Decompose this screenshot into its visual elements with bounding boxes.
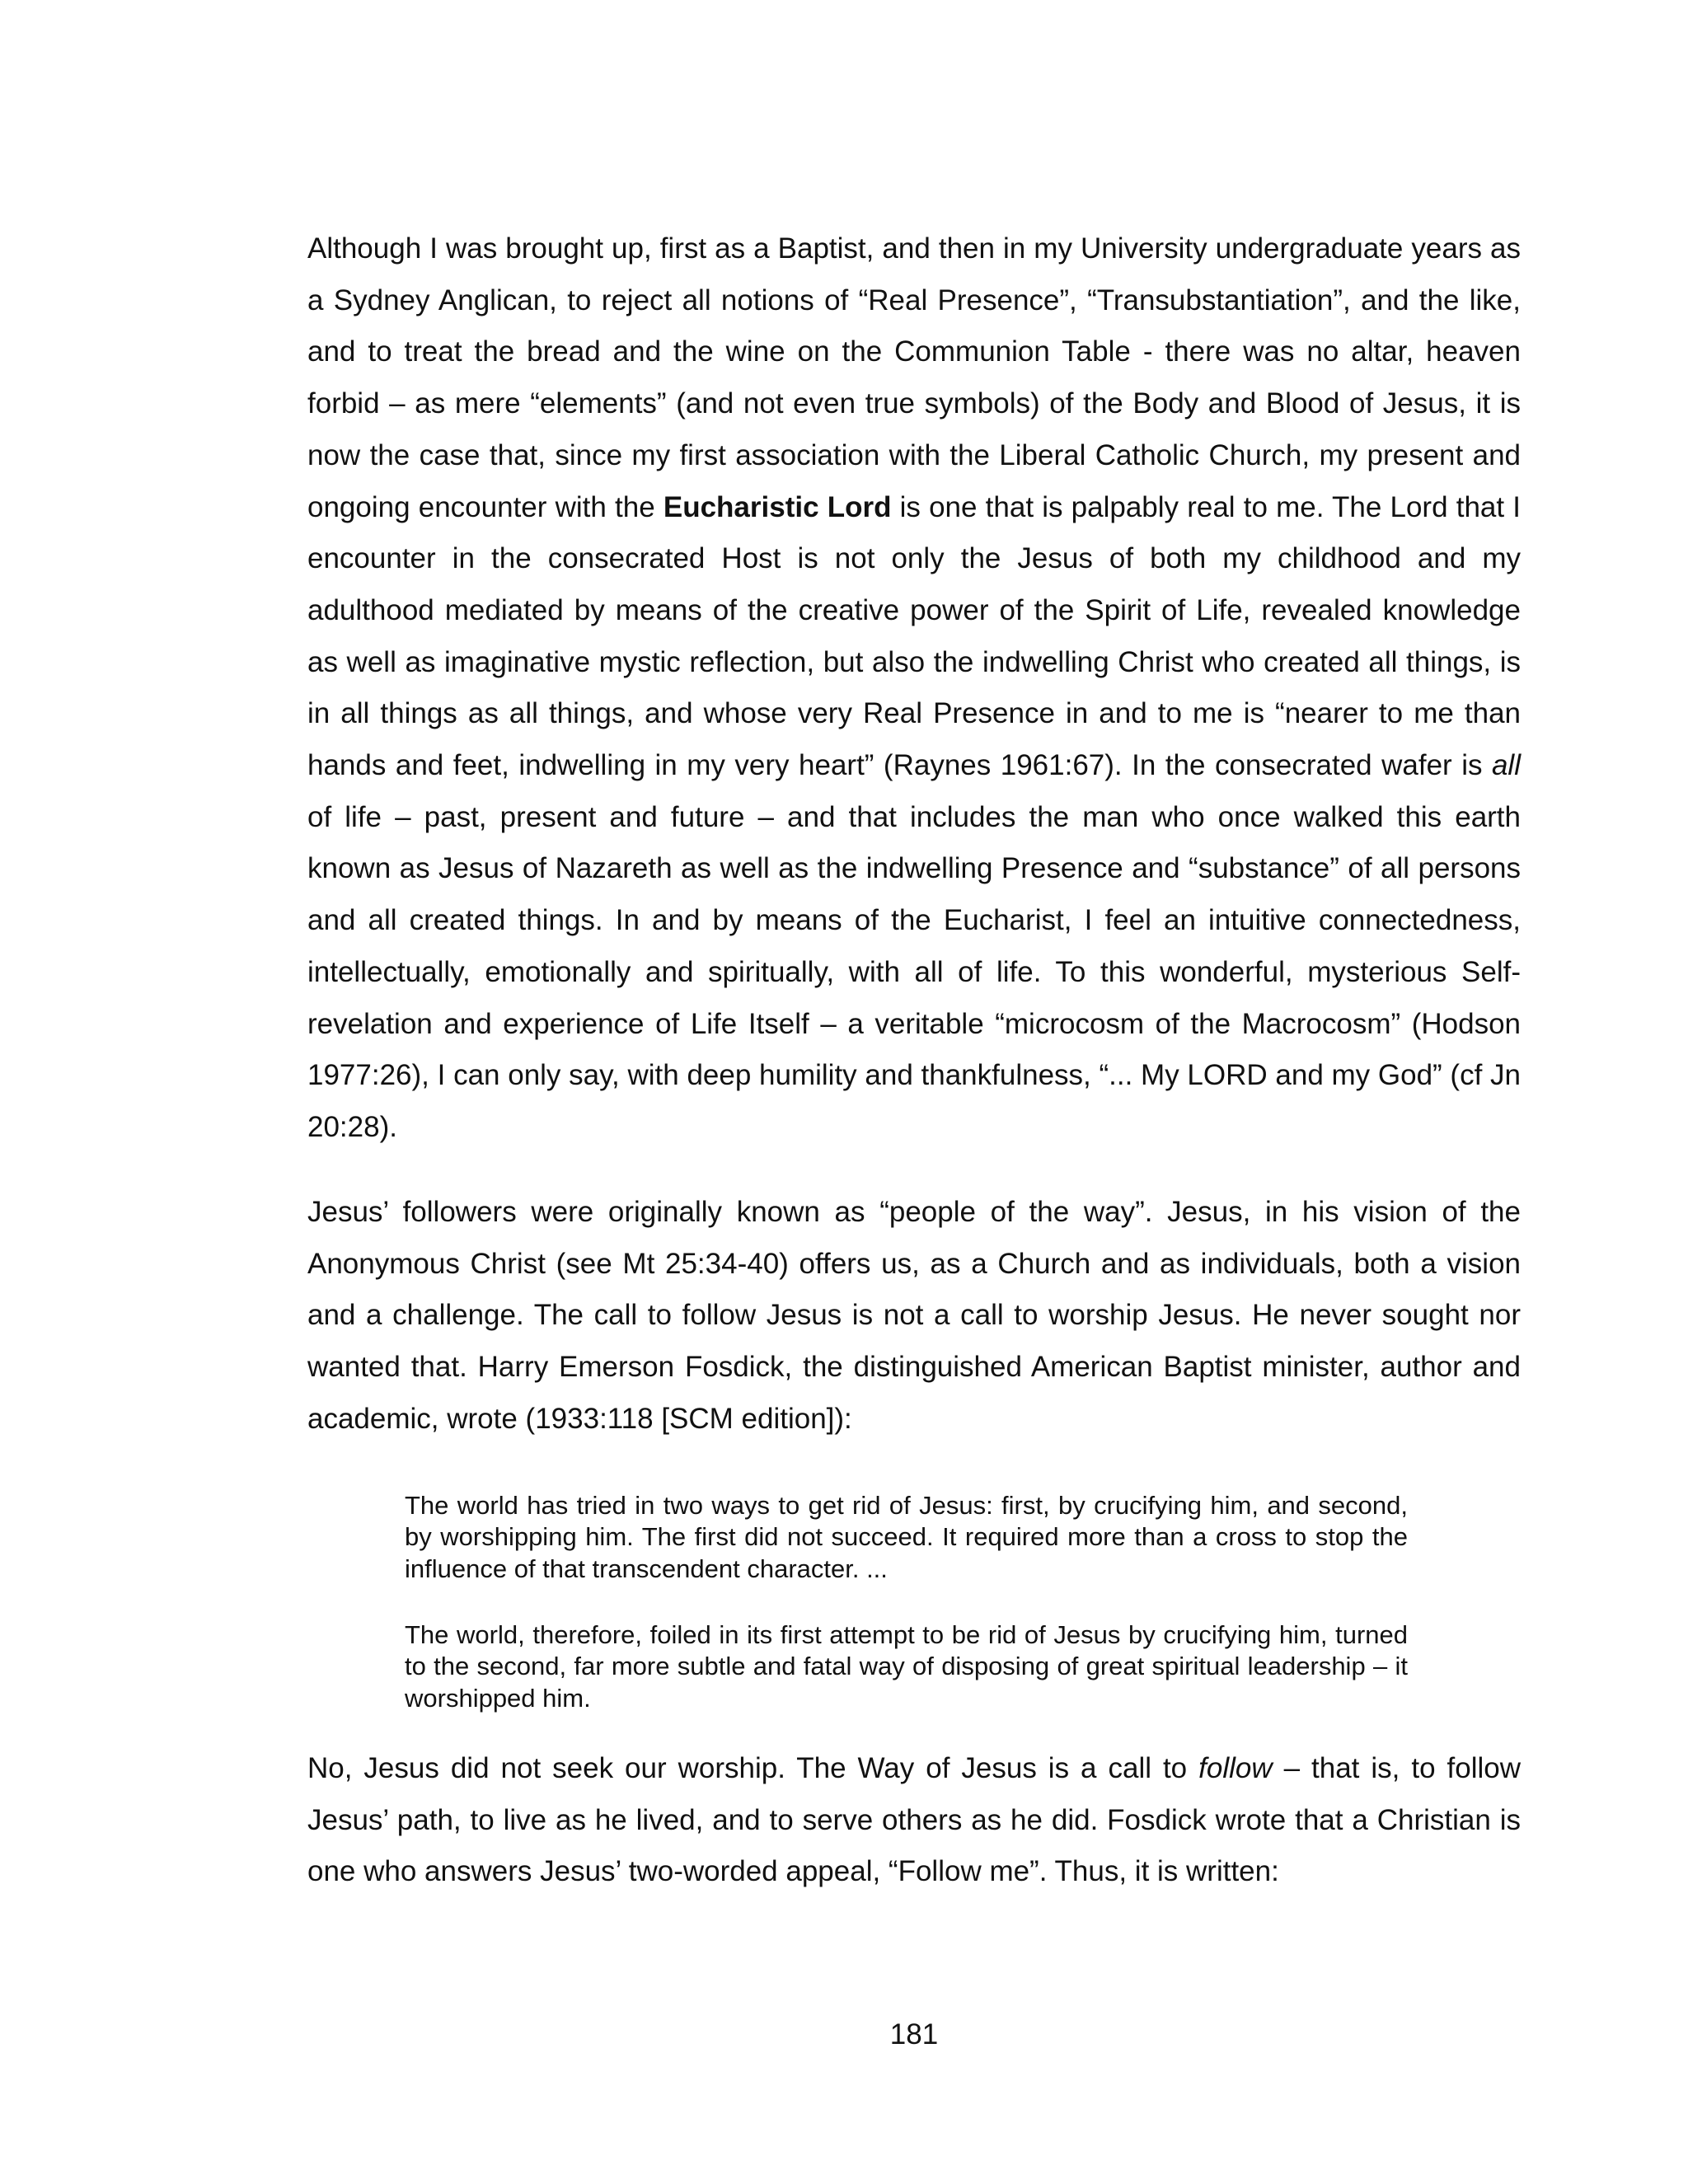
paragraph-follow-me: [307, 1743, 1521, 1898]
paragraph-text: Jesus’ followers were originally known as “people of the way”. Jesus, in his vision of the Anonymous Christ (see Mt 25:34-40) offers us, as a Church and as individuals, both a vision and a challenge. The call to follow Jesus is not a call to worship Jesus. He never sought nor wanted that. Harry Emerson Fosdick, the distinguished American Baptist minister, author and academic, wrote (1933:118 [SCM edition]):: [307, 1196, 1521, 1435]
page-number: 181: [889, 2018, 939, 2050]
paragraph-text: – that is, to follow Jesus’ path, to live as he lived, and to serve others as he did. Fosdick wrote that a Christian is one who answers Jesus’ two-worded appeal, “Follow me”. Thus, it is written:: [307, 1752, 1521, 1888]
paragraph-eucharist: [307, 223, 1521, 1154]
bold-term: Eucharistic Lord: [663, 490, 892, 523]
paragraph-text: No, Jesus did not seek our worship. The Way of Jesus is a call to: [307, 1752, 1199, 1784]
quote-text: The world has tried in two ways to get rid of Jesus: first, by crucifying him, and second, by worshipping him. The first did not succeed. It required more than a cross to stop the influence of that transcendent character. ...: [405, 1491, 1408, 1583]
block-quote-part-2: [405, 1619, 1408, 1714]
italic-term: follow: [1198, 1752, 1273, 1784]
paragraph-text: is one that is palpably real to me. The Lord that I encounter in the consecrated Host is not only the Jesus of both my childhood and my adulthood mediated by means of the creative power of the Spirit of Life, revealed knowledge as well as imaginative mystic reflection, but also the indwelling Christ who created all things, is in all things as all things, and whose very Real Presence in and to me is “nearer to me than hands and feet, indwelling in my very heart” (Raynes 1961:67). In the consecrated wafer is: [307, 490, 1521, 782]
quote-text: The world, therefore, foiled in its first attempt to be rid of Jesus by crucifying him, turned to the second, far more subtle and fatal way of disposing of great spiritual leadership – it worshipped him.: [405, 1620, 1408, 1713]
italic-term: all: [1491, 749, 1521, 782]
paragraph-text: of life – past, present and future – and that includes the man who once walked this earth known as Jesus of Nazareth as well as the indwelling Presence and “substance” of all persons and all created things. In and by means of the Eucharist, I feel an intuitive connectedness, intellectually, emotionally and spiritually, with all of life. To this wonderful, mysterious Self-revelation and experience of Life Itself – a veritable “microcosm of the Macrocosm” (Hodson 1977:26), I can only say, with deep humility and thankfulness, “... My LORD and my God” (cf Jn 20:28).: [307, 800, 1521, 1143]
paragraph-text: Although I was brought up, first as a Baptist, and then in my University undergraduate years as a Sydney Anglican, to reject all notions of “Real Presence”, “Transubstantiation”, and the like, and to treat the bread and the wine on the Communion Table - there was no altar, heaven forbid – as mere “elements” (and not even true symbols) of the Body and Blood of Jesus, it is now the case that, since my first association with the Liberal Catholic Church, my present and ongoing encounter with the: [307, 232, 1521, 523]
block-quote-part-1: [405, 1490, 1408, 1585]
paragraph-people-of-the-way: [307, 1187, 1521, 1446]
